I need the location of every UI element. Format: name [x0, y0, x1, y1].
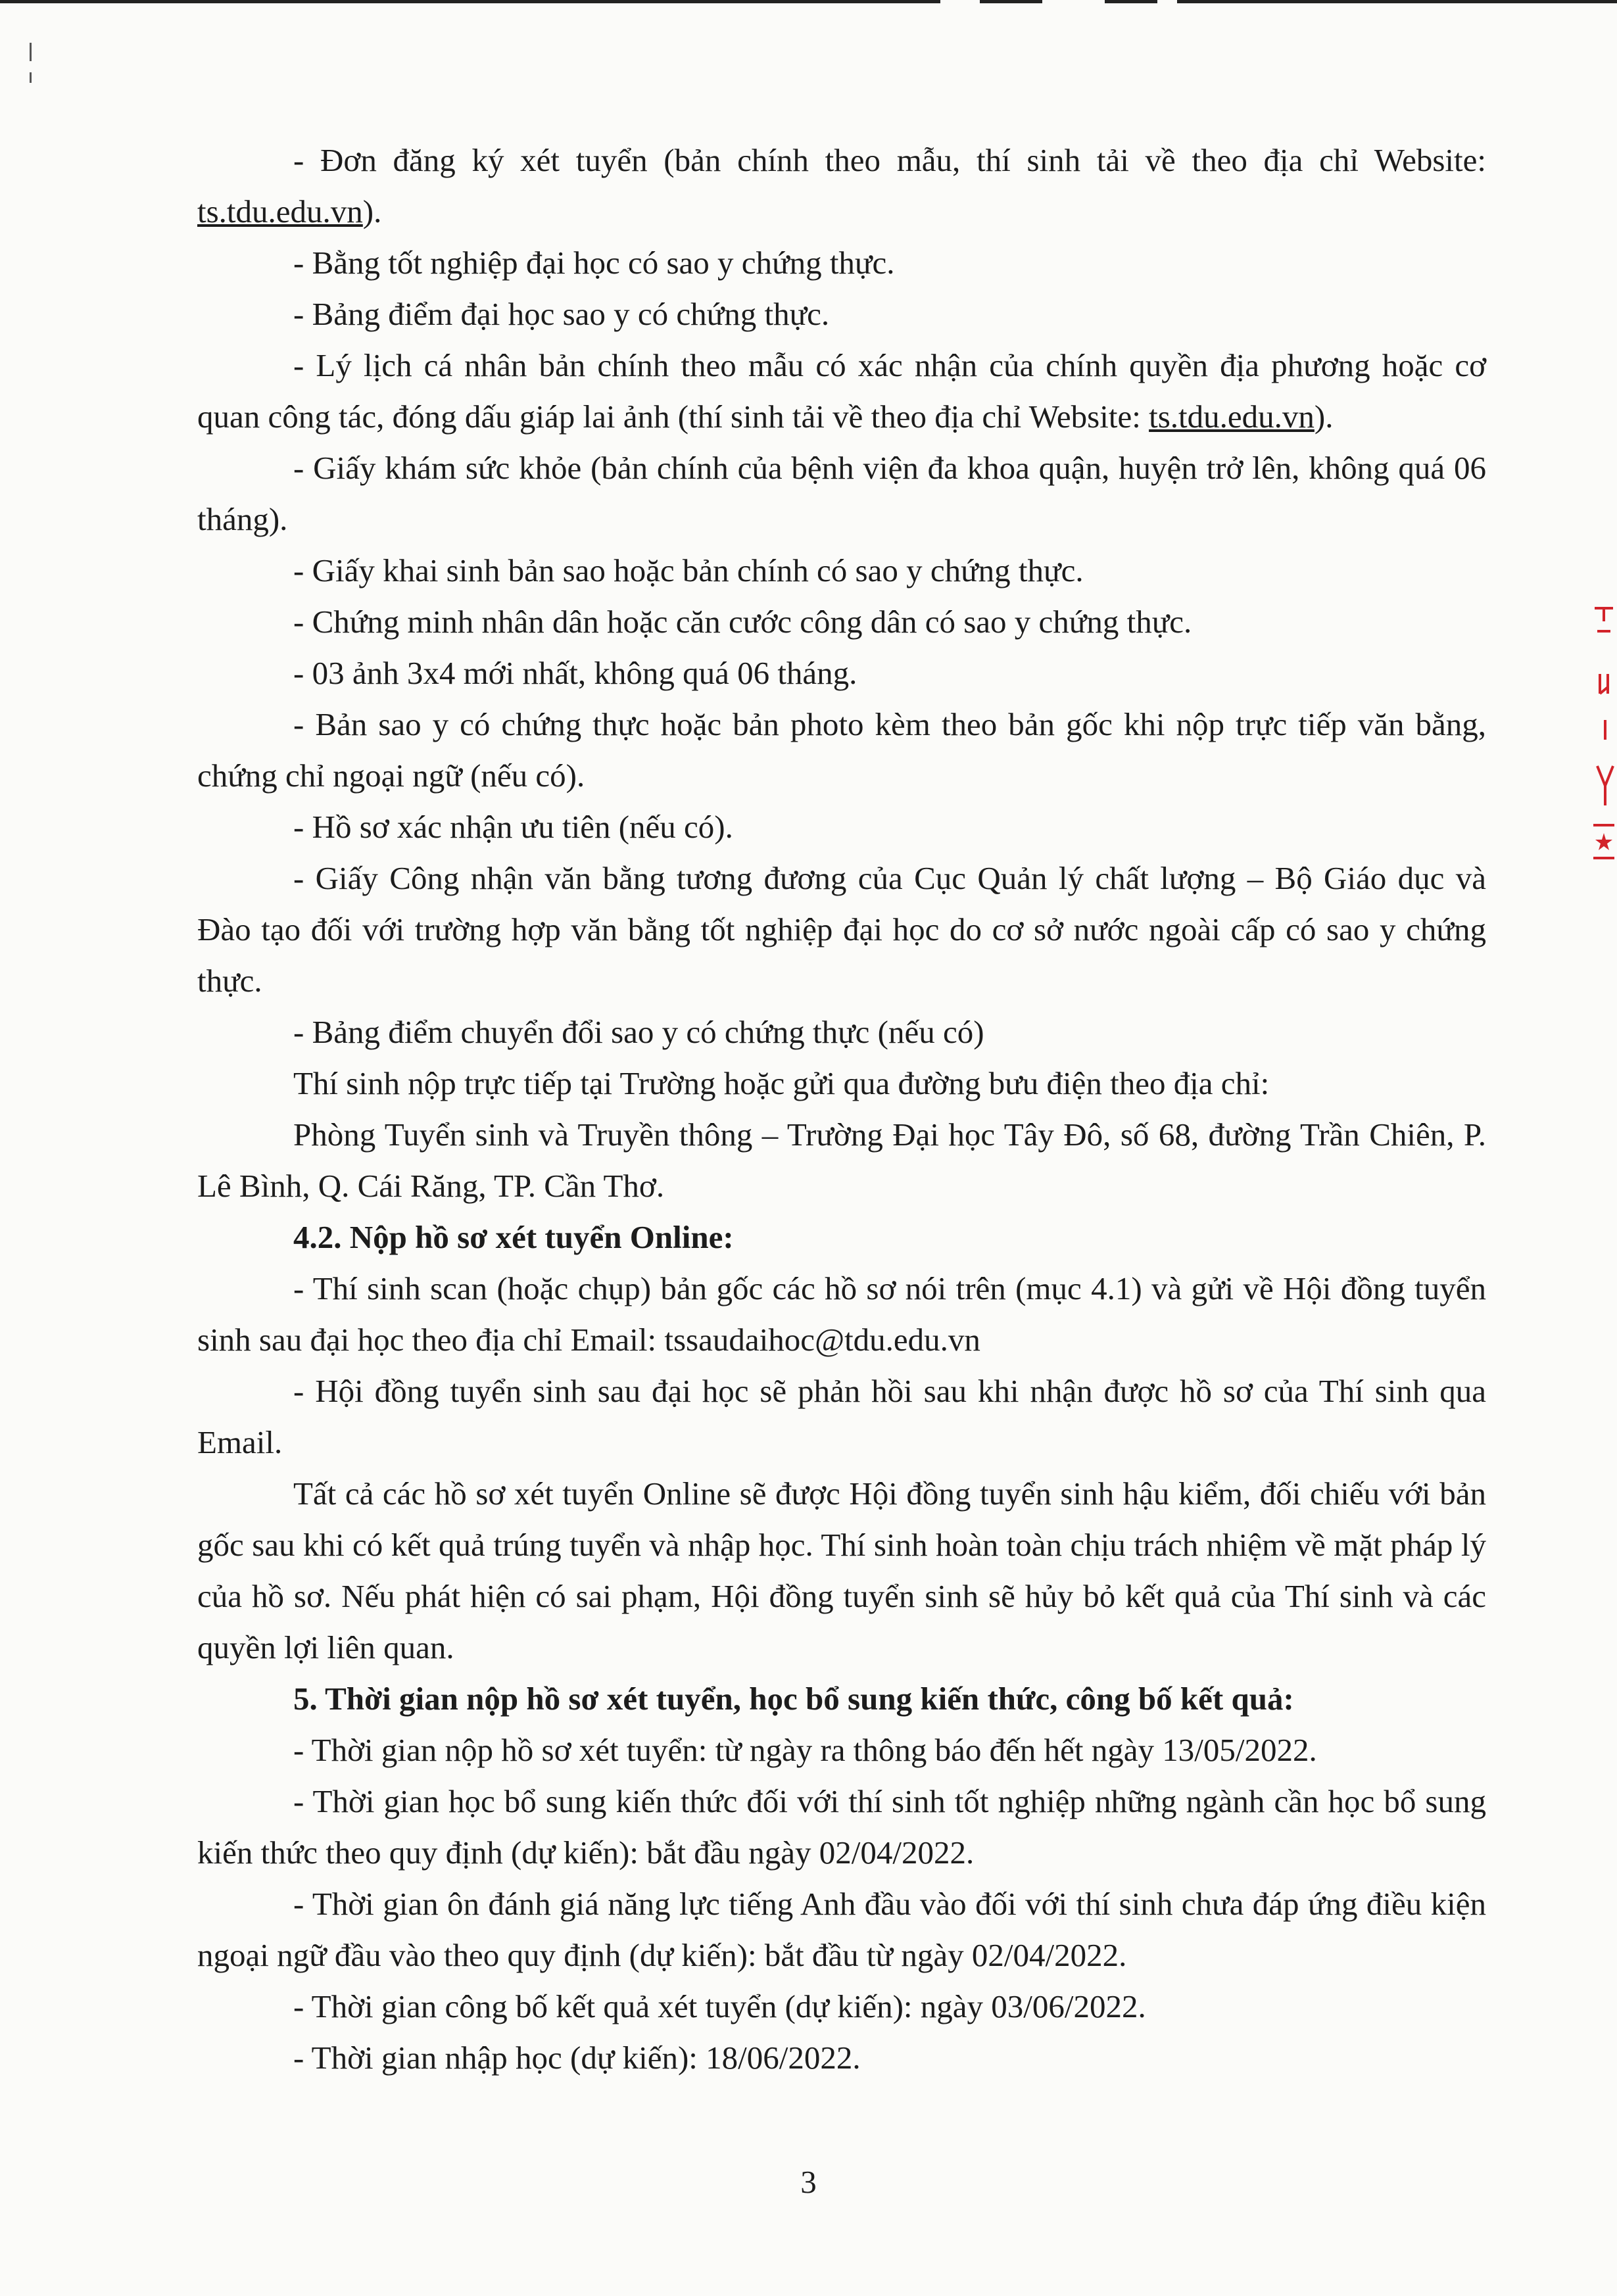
item-text: - Lý lịch cá nhân bản chính theo mẫu có xác nhận của chính quyền địa phương hoặc cơ quan công tác, đóng dấu giáp lai ảnh (thí sinh tải về theo địa chỉ Website: — [197, 347, 1495, 435]
item-text: - Đơn đăng ký xét tuyển (bản chính theo mẫu, thí sinh tải về theo địa chỉ Website: — [293, 142, 1495, 178]
item-resume — [197, 340, 1495, 442]
item-text-end: ). — [1314, 398, 1334, 435]
deadline-supplementary-study: - Thời gian học bổ sung kiến thức đối với thí sinh tốt nghiệp những ngành cần học bổ sung kiến thức theo quy định (dự kiến): bắt đầu ngày 02/04/2022. — [197, 1783, 1495, 1871]
submission-address: Phòng Tuyển sinh và Truyền thông – Trường Đại học Tây Đô, số 68, đường Trần Chiên, P. Lê Bình, Q. Cái Răng, TP. Cần Thơ. — [197, 1116, 1495, 1204]
top-border-line-2 — [980, 0, 1042, 3]
section-heading-5: 5. Thời gian nộp hồ sơ xét tuyển, học bổ sung kiến thức, công bố kết quả: — [293, 1681, 1294, 1717]
item-id-card: - Chứng minh nhân dân hoặc căn cước công dân có sao y chứng thực. — [293, 604, 1192, 640]
item-text-end: ). — [362, 193, 382, 229]
deadline-enrollment: - Thời gian nhập học (dự kiến): 18/06/2022. — [293, 2040, 861, 2076]
page-number: 3 — [800, 2164, 817, 2200]
item-photos: - 03 ảnh 3x4 mới nhất, không quá 06 tháng. — [293, 655, 857, 691]
item-transcript: - Bảng điểm đại học sao y có chứng thực. — [293, 296, 830, 332]
online-verification-note: Tất cả các hồ sơ xét tuyển Online sẽ được Hội đồng tuyển sinh hậu kiểm, đối chiếu với bản gốc sau khi có kết quả trúng tuyển và nhập học. Thí sinh hoàn toàn chịu trách nhiệm về mặt pháp lý của hồ sơ. Nếu phát hiện có sai phạm, Hội đồng tuyển sinh sẽ hủy bỏ kết quả của Thí sinh và các quyền lợi liên quan. — [197, 1475, 1495, 1665]
item-language-certificate: - Bản sao y có chứng thực hoặc bản photo kèm theo bản gốc khi nộp trực tiếp văn bằng, chứng chỉ ngoại ngữ (nếu có). — [197, 706, 1495, 794]
item-diploma: - Bằng tốt nghiệp đại học có sao y chứng thực. — [293, 245, 895, 281]
document-body — [197, 135, 1495, 2084]
section-heading-4-2: 4.2. Nộp hồ sơ xét tuyển Online: — [293, 1219, 734, 1255]
top-border-line-3 — [1105, 0, 1157, 3]
deadline-results: - Thời gian công bố kết quả xét tuyển (dự kiến): ngày 03/06/2022. — [293, 1988, 1146, 2024]
deadline-submission: - Thời gian nộp hồ sơ xét tuyển: từ ngày ra thông báo đến hết ngày 13/05/2022. — [293, 1732, 1317, 1768]
deadline-english-review: - Thời gian ôn đánh giá năng lực tiếng Anh đầu vào đối với thí sinh chưa đáp ứng điều kiện ngoại ngữ đầu vào theo quy định (dự kiến): bắt đầu từ ngày 02/04/2022. — [197, 1886, 1495, 1973]
website-link[interactable]: ts.tdu.edu.vn — [197, 193, 363, 229]
item-health-certificate: - Giấy khám sức khỏe (bản chính của bệnh viện đa khoa quận, huyện trở lên, không quá 06 tháng). — [197, 450, 1495, 537]
scan-mark-1 — [30, 43, 32, 61]
submission-instructions: Thí sinh nộp trực tiếp tại Trường hoặc gửi qua đường bưu điện theo địa chỉ: — [293, 1065, 1270, 1101]
item-converted-transcript: - Bảng điểm chuyển đổi sao y có chứng thực (nếu có) — [293, 1014, 984, 1050]
item-equivalence-recognition: - Giấy Công nhận văn bằng tương đương của Cục Quản lý chất lượng – Bộ Giáo dục và Đào tạo đối với trường hợp văn bằng tốt nghiệp đại học do cơ sở nước ngoài cấp có sao y chứng thực. — [197, 860, 1495, 999]
item-birth-certificate: - Giấy khai sinh bản sao hoặc bản chính có sao y chứng thực. — [293, 552, 1084, 588]
red-stamp-fragment — [1591, 595, 1617, 884]
top-border-line-4 — [1177, 0, 1617, 3]
top-border-line-1 — [0, 0, 940, 3]
item-application-form — [197, 135, 1495, 237]
item-priority-documents: - Hồ sơ xác nhận ưu tiên (nếu có). — [293, 809, 733, 845]
online-response-note: - Hội đồng tuyển sinh sau đại học sẽ phản hồi sau khi nhận được hồ sơ của Thí sinh qua Email. — [197, 1373, 1495, 1460]
scan-mark-2 — [30, 72, 32, 83]
online-scan-instruction: - Thí sinh scan (hoặc chụp) bản gốc các hồ sơ nói trên (mục 4.1) và gửi về Hội đồng tuyển sinh sau đại học theo địa chỉ Email: tssaudaihoc@tdu.edu.vn — [197, 1270, 1495, 1358]
website-link[interactable]: ts.tdu.edu.vn — [1149, 398, 1315, 435]
